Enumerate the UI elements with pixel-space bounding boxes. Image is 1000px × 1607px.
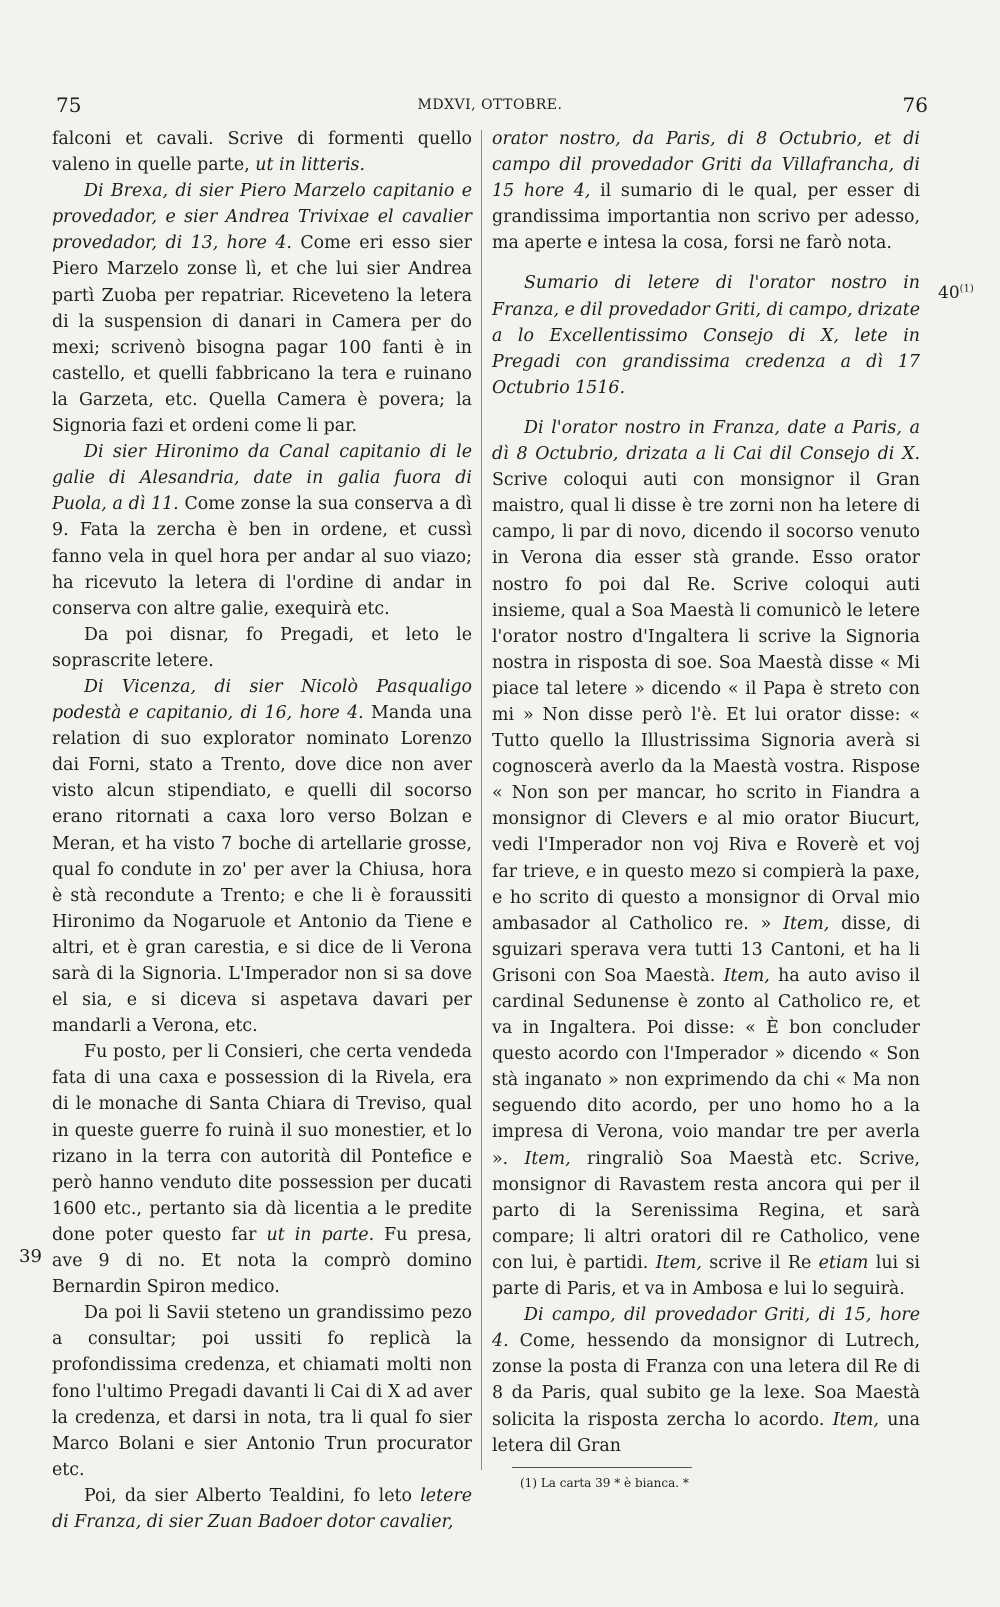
paragraph: Da poi li Savii steteno un grandissimo pezo a consultar; poi ussiti fo replicà la profondissima credenza, et chiamati molti non fono l'ultimo Pregadi davanti li Cai di X ad aver la credenza, et darsi in nota, tra li qual fo sier Marco Bolani e sier Antonio Trun procurator etc. bbox=[52, 1303, 472, 1480]
section-title: Sumario di letere di l'orator nostro in Franza, e dil provedador Griti, di campo, drizate a lo Excellentissimo Consejo di X, lete in Pregadi con grandissima credenza a dì 17 Octubrio 1516. bbox=[492, 273, 920, 398]
right-column bbox=[492, 126, 920, 1459]
paragraph: Di Brexa, di sier Piero Marzelo capitanio e provedador, e sier Andrea Trivixae el cavalier provedador, di 13, hore 4. Come eri esso sier Piero Marzelo zonse lì, et che lui sier Andrea partì Zuoba per repatriar. Riceveteno la letera di la suspension di danari in Camera per do mexi; scrivenò bisogna pagar 100 fanti è in castello, et quelli fabbricano la tera e ruinano la Garzeta, etc. Quella Camera è povera; la Signoria fazi et ordeni come li par. bbox=[52, 181, 472, 437]
paragraph: Poi, da sier Alberto Tealdini, fo leto letere di Franza, di sier Zuan Badoer dotor cavalier, bbox=[52, 1485, 472, 1532]
left-page-number: 75 bbox=[56, 93, 82, 117]
footnote-rule bbox=[512, 1467, 692, 1468]
paragraph: Da poi disnar, fo Pregadi, et leto le soprascrite letere. bbox=[52, 624, 472, 671]
paragraph: falconi et cavali. Scrive di formenti quello valeno in quelle parte, ut in litteris. bbox=[52, 129, 472, 176]
paragraph: Di sier Hironimo da Canal capitanio di le galie di Alesandria, date in galia fuora di Puola, a dì 11. Come zonse la sua conserva a dì 9. Fata la zercha è ben in ordene, et cussì fanno vela in quel hora per andar al suo viazo; ha ricevuto la letera di l'ordine di andar in conserva con altre galie, exequirà etc. bbox=[52, 442, 472, 619]
page-header bbox=[52, 93, 928, 123]
paragraph: orator nostro, da Paris, di 8 Octubrio, et di campo dil provedador Griti da Villafrancha, di 15 hore 4, il sumario di le qual, per esser di grandissima importantia non scrivo per adesso, ma aperte e intesa la cosa, forsi ne farò nota. bbox=[492, 129, 920, 254]
right-page-number: 76 bbox=[902, 93, 928, 117]
column-divider bbox=[481, 130, 482, 1470]
running-head: MDXVI, OTTOBRE. bbox=[417, 97, 563, 113]
margin-number-right: 40$^{(1)}$ bbox=[938, 283, 974, 303]
paragraph: Di campo, dil provedador Griti, di 15, hore 4. Come, hessendo da monsignor di Lutrech, zonse la posta di Franza con una letera dil Re di 8 da Paris, qual subito ge la lexe. Soa Maestà solicita la risposta zercha lo acordo. Item, una letera dil Gran bbox=[492, 1305, 920, 1456]
margin-number-left: 39 bbox=[19, 1246, 42, 1267]
paragraph: Di l'orator nostro in Franza, date a Paris, a dì 8 Octubrio, drizata a li Cai dil Consejo di X. Scrive coloqui auti con monsignor il Gran maistro, qual li disse è tre zorni non ha letere di campo, li par di novo, dicendo il socorso venuto in Verona dia esser stà grande. Esso orator nostro fo poi dal Re. Scrive coloqui auti insieme, qual a Soa Maestà li comunicò le letere l'orator nostro d'Ingaltera li scrive la Signoria nostra in risposta di soe. Soa Maestà disse « Mi piace tal letere » dicendo « il Papa è streto con mi » Non disse però l'è. Et lui orator disse: « Tutto quello la Illustrissima Signoria averà si cognoscerà averlo da la Maestà vostra. Rispose « Non son per mancar, ho scrito in Fiandra a monsignor di Clevers e al mio orator Biucurt, vedi l'Imperador non voj Riva e Roverè et voj far trieve, e in questo mezo si compierà la paxe, e ho scrito di questo a monsignor di Orval mio ambasador al Catholico re. » Item, disse, di sguizari sperava vera tutti 13 Cantoni, et ha li Grisoni con Soa Maestà. Item, ha auto aviso il cardinal Sedunense è zonto al Catholico re, et va in Ingaltera. Poi disse: « È bon concluder questo acordo con l'Imperador » dicendo « Son stà inganato » non exprimendo da chi « Ma non seguendo dito acordo, per uno homo ho a la impresa di Verona, voio mandar tre per averla ». Item, ringraliò Soa Maestà etc. Scrive, monsignor di Ravastem resta ancora qui per il parto di la Serenissima Regina, et sarà compare; li altri oratori dil re Catholico, vene con lui, è partidi. Item, scrive il Re etiam lui si parte di Paris, et va in Ambosa e lui lo seguirà. bbox=[492, 417, 921, 1300]
left-column bbox=[52, 126, 472, 1535]
footnote: (1) La carta 39 * è bianca. * bbox=[520, 1476, 689, 1490]
paragraph: Di Vicenza, di sier Nicolò Pasqualigo podestà e capitanio, di 16, hore 4. Manda una relation di suo explorator nominato Lorenzo dai Forni, stato a Trento, dove dice non aver visto alcun stipendiato, e quelli dil socorso erano ritornati a caxa loro verso Bolzan e Meran, et ha visto 7 boche di artellarie grosse, qual fo condute in zo' per aver la Chiusa, hora è stà recondute a Trento; e che li è foraussiti Hironimo da Nogaruole et Antonio da Tiene e altri, et è gran carestia, e si dice de li Verona sarà di la Signoria. L'Imperador non si sa dove el sia, e si diceva si aspetava davari per mandarli a Verona, etc. bbox=[52, 676, 473, 1037]
paragraph: Fu posto, per li Consieri, che certa vendeda fata di una caxa e possession di la Rivela, era di le monache di Santa Chiara di Treviso, qual in queste guerre fo ruinà il suo monestier, et lo rizano in la terra con autorità dil Pontefice e però hanno venduto dite possession per ducati 1600 etc., pertanto sia dà licentia a le predite done poter questo far ut in parte. Fu presa, ave 9 di no. Et nota la comprò domino Bernardin Spiron medico. bbox=[52, 1042, 472, 1298]
